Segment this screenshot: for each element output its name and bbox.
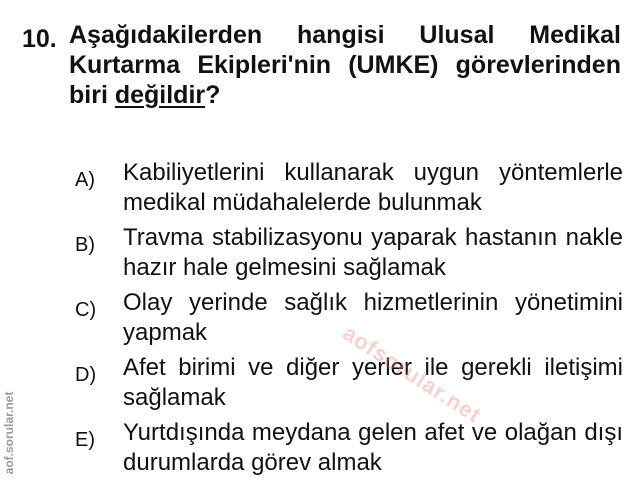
option-e-letter: E): [75, 429, 95, 451]
option-a-letter: A): [75, 169, 95, 191]
question-text-emphasis: değildir: [114, 81, 206, 109]
option-e-text: Yurtdışında meydana gelen afet ve olağan dışı durumlarda görev almak: [123, 419, 623, 476]
watermark-side: aof.sorular.net: [2, 391, 16, 475]
option-d-letter: D): [75, 364, 97, 386]
option-a-text: Kabiliyetlerini kullanarak uygun yöntemlerle medikal müdahalelerde bulunmak: [123, 159, 623, 216]
option-c-text: Olay yerinde sağlık hizmetlerinin yönetimini yapmak: [123, 289, 623, 346]
question-text-main: Aşağıdakilerden hangisi Ulusal Medikal Kurtarma Ekipleri'nin (UMKE) görevlerinden biri: [69, 21, 621, 109]
option-d-text: Afet birimi ve diğer yerler ile gerekli iletişimi sağlamak: [123, 354, 623, 411]
option-b-text: Travma stabilizasyonu yaparak hastanın nakle hazır hale gelmesini sağlamak: [123, 224, 623, 281]
question-text: [69, 20, 621, 110]
option-c-letter: C): [75, 299, 97, 321]
question-text-end: ?: [205, 81, 221, 109]
question-number: 10.: [22, 25, 57, 53]
option-b-letter: B): [75, 234, 95, 256]
watermark-diagonal: aofsorular.net: [338, 320, 486, 428]
